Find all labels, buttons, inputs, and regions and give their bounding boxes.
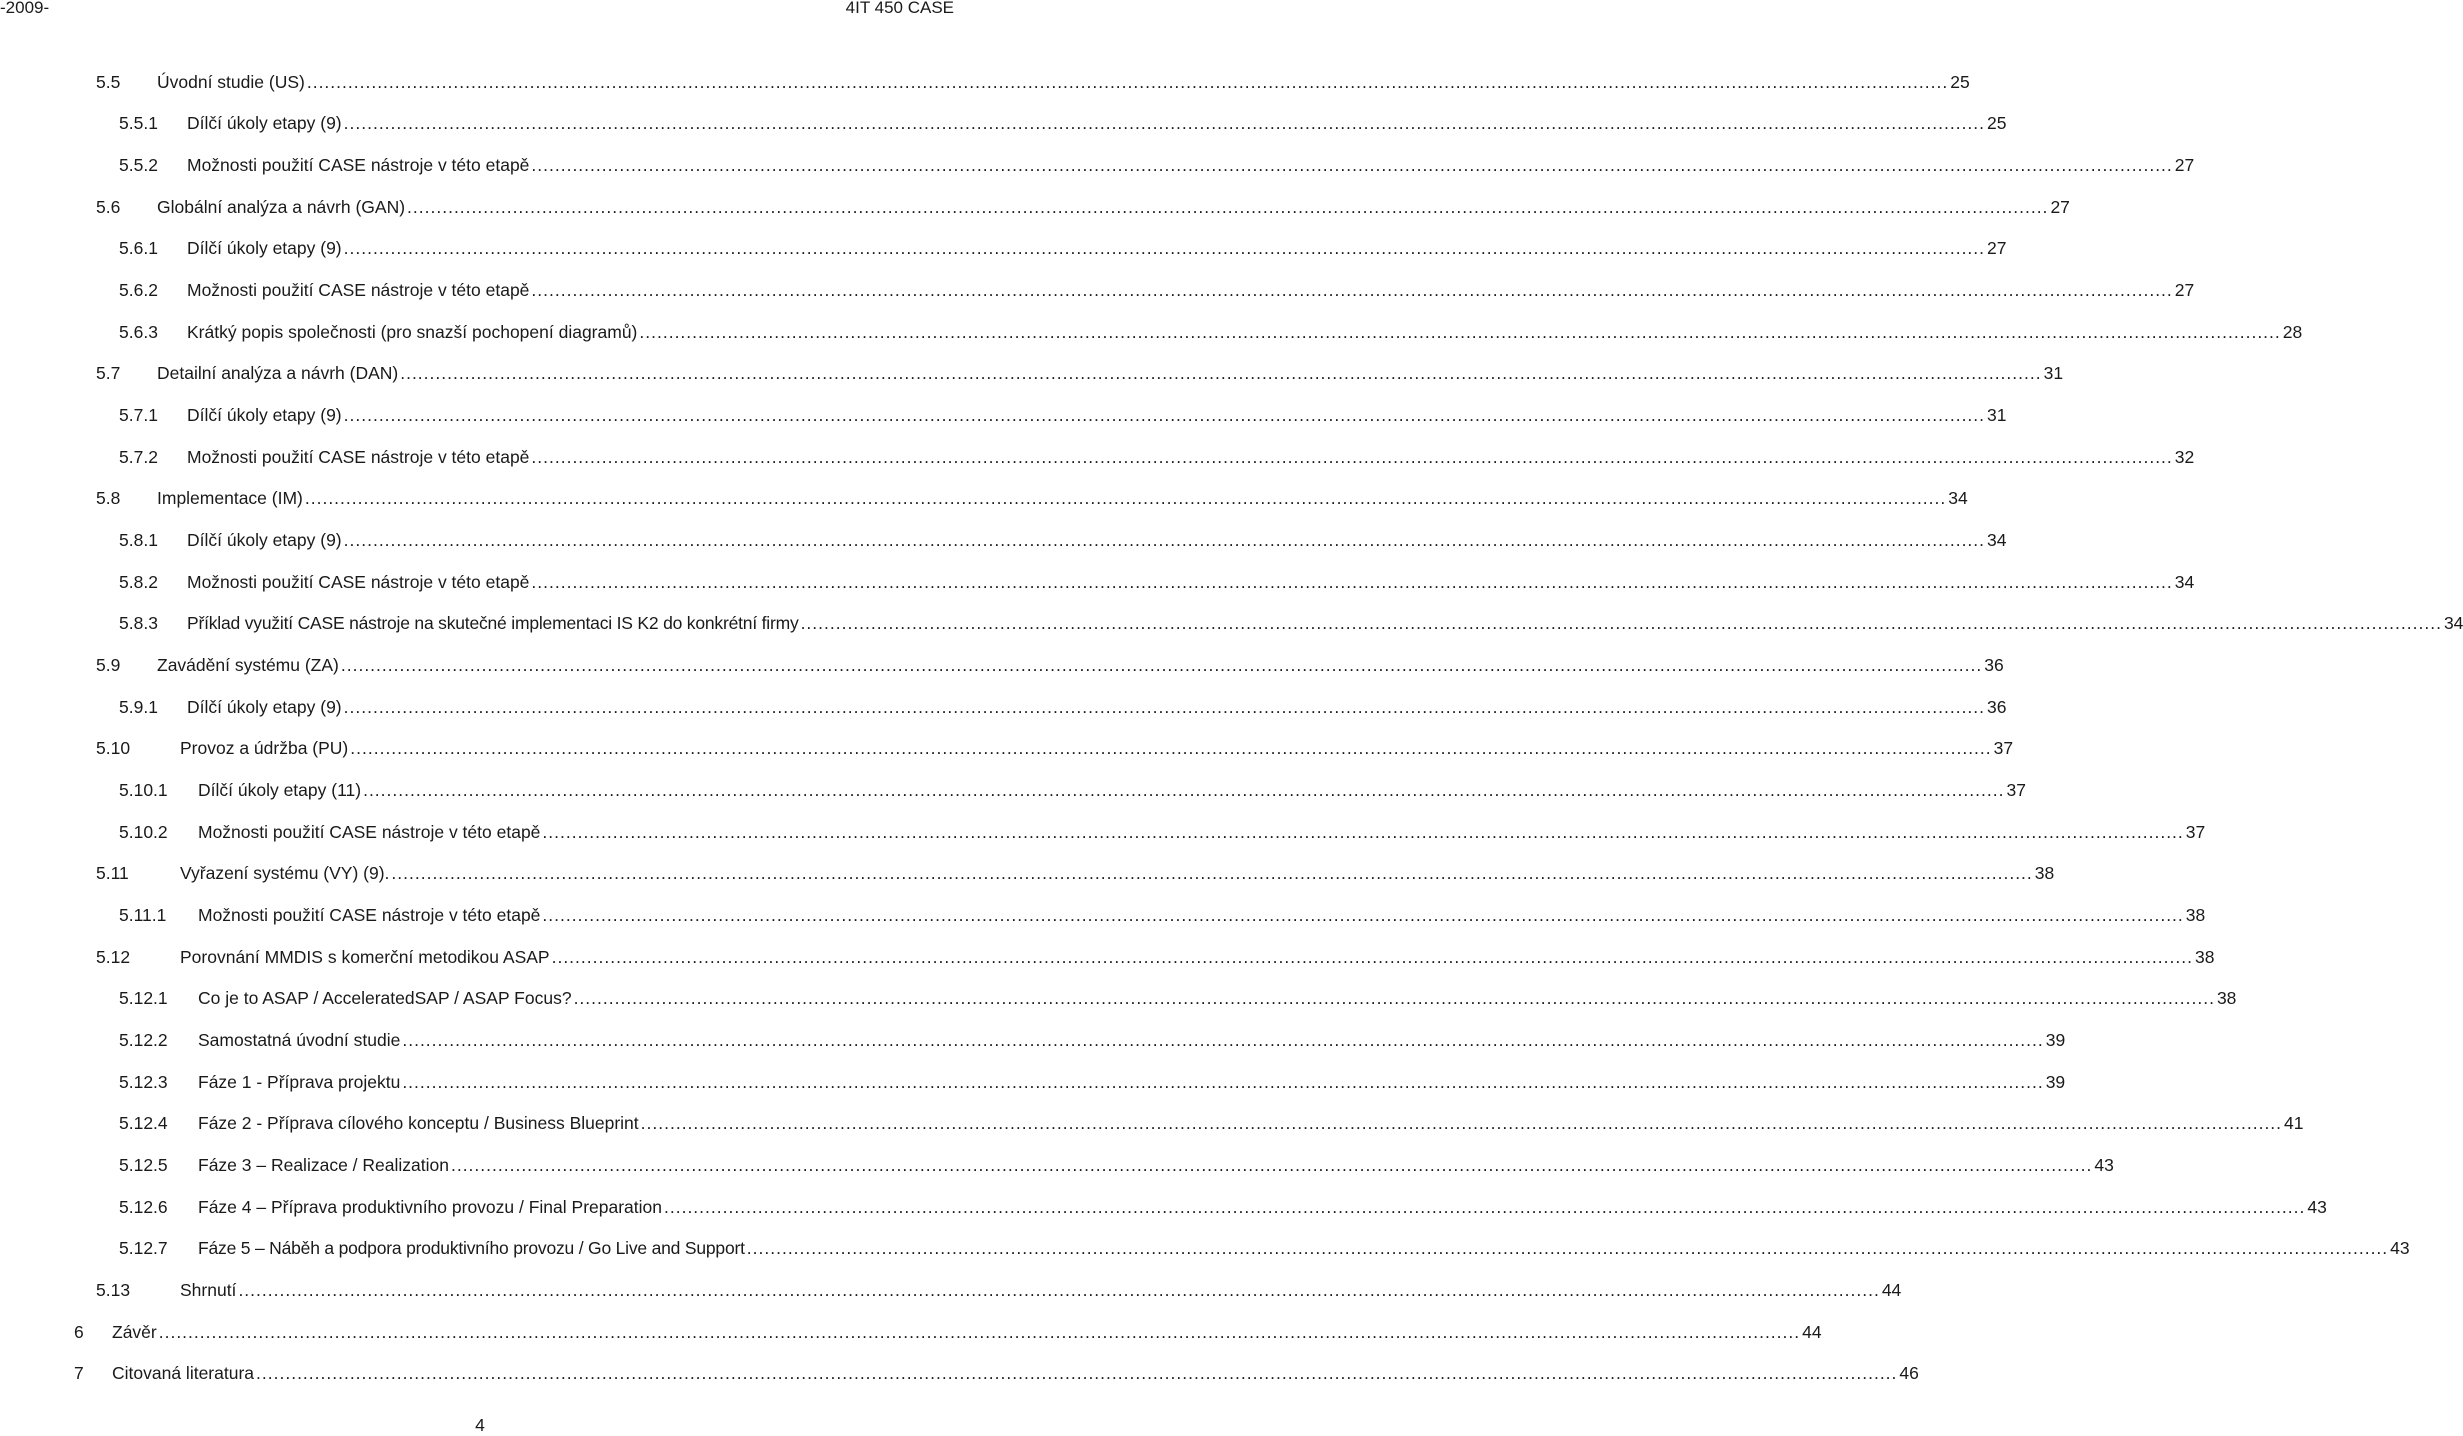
toc-entry-page: 34 <box>1987 530 2007 550</box>
toc-entry[interactable] <box>119 1067 2066 1097</box>
toc-leader-dots <box>531 275 2172 305</box>
toc-entry[interactable] <box>119 317 2303 347</box>
toc-entry-page: 34 <box>1948 488 1968 508</box>
toc-entry-title: Samostatná úvodní studie <box>198 1030 401 1050</box>
toc-entry-number: 5.9.1 <box>119 697 158 717</box>
toc-entry-title: Citovaná literatura <box>112 1363 255 1383</box>
toc-entry[interactable] <box>119 817 2206 847</box>
toc-leader-dots <box>542 817 2183 847</box>
toc-leader-dots <box>344 692 1985 722</box>
header-year: -2009- <box>0 0 50 17</box>
toc-entry-number: 5.5.2 <box>119 155 158 175</box>
toc-leader-dots <box>344 108 1985 138</box>
toc-entry-number: 5.10.1 <box>119 780 168 800</box>
toc-entry-title: Příklad využití CASE nástroje na skutečné implementaci IS K2 do konkrétní firmy <box>187 613 799 633</box>
toc-entry-number: 5.5.1 <box>119 113 158 133</box>
toc-entry-title: Úvodní studie (US) <box>157 72 305 92</box>
toc-entry[interactable] <box>119 983 2237 1013</box>
toc-entry-title: Dílčí úkoly etapy (9) <box>187 238 342 258</box>
toc-entry-page: 38 <box>2034 863 2055 883</box>
toc-entry-number: 5.6.2 <box>119 280 158 300</box>
toc-entry-number: 5.12.4 <box>119 1113 168 1133</box>
toc-entry-number: 5.8.1 <box>119 530 158 550</box>
toc-entry-page: 27 <box>2050 197 2070 217</box>
toc-leader-dots <box>641 1108 2282 1138</box>
toc-entry-number: 5.8.2 <box>119 572 158 592</box>
toc-entry-number: 5.6.1 <box>119 238 158 258</box>
toc-entry-number: 5.10 <box>96 738 131 758</box>
toc-entry-title: Možnosti použití CASE nástroje v této etapě <box>187 447 530 467</box>
toc-entry-title: Fáze 5 – Náběh a podpora produktivního provozu / Go Live and Support <box>198 1238 745 1258</box>
toc-entry[interactable] <box>119 400 2007 430</box>
toc-entry-number: 5.7.1 <box>119 405 158 425</box>
toc-leader-dots <box>639 317 2280 347</box>
toc-entry[interactable] <box>96 358 2064 388</box>
toc-leader-dots <box>159 1317 1800 1347</box>
toc-entry-title: Závěr <box>112 1322 157 1342</box>
toc-entry-title: Dílčí úkoly etapy (11) <box>198 780 362 800</box>
toc-entry-page: 31 <box>1987 405 2007 425</box>
toc-entry-page: 25 <box>1950 72 1970 92</box>
toc-entry[interactable] <box>96 1275 1902 1305</box>
toc-entry-number: 5.11.1 <box>119 905 167 925</box>
toc-entry-title: Dílčí úkoly etapy (9) <box>187 530 342 550</box>
toc-entry-page: 34 <box>2443 613 2463 633</box>
toc-entry-title: Co je to ASAP / AcceleratedSAP / ASAP Focus? <box>198 988 572 1008</box>
toc-entry-number: 5.12.6 <box>119 1197 168 1217</box>
toc-entry[interactable] <box>119 1150 2114 1180</box>
toc-leader-dots <box>341 650 1982 680</box>
toc-entry[interactable] <box>119 567 2195 597</box>
toc-entry-page: 37 <box>2006 780 2026 800</box>
toc-entry-page: 38 <box>2194 947 2215 967</box>
toc-entry[interactable] <box>96 192 2070 222</box>
toc-leader-dots <box>400 358 2041 388</box>
page-header <box>0 0 960 20</box>
toc-entry-number: 5.8.3 <box>119 613 158 633</box>
toc-leader-dots <box>344 233 1985 263</box>
toc-leader-dots <box>256 1358 1897 1388</box>
toc-entry-title: Možnosti použití CASE nástroje v této etapě <box>198 905 541 925</box>
toc-entry-title: Globální analýza a návrh (GAN) <box>157 197 406 217</box>
toc-leader-dots <box>552 942 2193 972</box>
toc-entry-page: 36 <box>1987 697 2007 717</box>
toc-entry-number: 5.7 <box>96 363 121 383</box>
toc-entry[interactable] <box>119 1233 2410 1263</box>
toc-leader-dots <box>451 1150 2092 1180</box>
toc-entry-page: 37 <box>1993 738 2014 758</box>
toc-entry[interactable] <box>119 900 2206 930</box>
toc-entry[interactable] <box>96 67 1970 97</box>
toc-entry[interactable] <box>119 525 2007 555</box>
toc-entry-page: 27 <box>1987 238 2007 258</box>
toc-entry-title: Dílčí úkoly etapy (9) <box>187 697 342 717</box>
toc-entry-number: 5.9 <box>96 655 121 675</box>
toc-entry-number: 5.5 <box>96 72 121 92</box>
toc-entry-page: 37 <box>2185 822 2206 842</box>
toc-entry-page: 27 <box>2174 155 2195 175</box>
toc-entry[interactable] <box>119 233 2007 263</box>
toc-entry[interactable] <box>119 1108 2304 1138</box>
toc-leader-dots <box>542 900 2183 930</box>
header-course: 4IT 450 CASE <box>845 0 954 17</box>
toc-leader-dots <box>402 1025 2043 1055</box>
toc-leader-dots <box>402 1067 2043 1097</box>
toc-entry[interactable] <box>119 775 2026 805</box>
toc-entry-number: 5.11 <box>96 863 129 883</box>
toc-entry[interactable] <box>74 1358 1919 1388</box>
toc-entry-title: Shrnutí <box>180 1280 237 1300</box>
toc-entry-page: 36 <box>1984 655 2004 675</box>
toc-entry-number: 7 <box>74 1363 84 1383</box>
toc-entry[interactable] <box>96 650 2004 680</box>
toc-leader-dots <box>531 150 2172 180</box>
toc-entry[interactable] <box>119 1192 2327 1222</box>
toc-entry-title: Fáze 4 – Příprava produktivního provozu / Final Preparation <box>198 1197 662 1217</box>
toc-entry-title: Dílčí úkoly etapy (9) <box>187 113 342 133</box>
toc-leader-dots <box>801 608 2442 638</box>
page-number: 4 <box>475 1415 485 1435</box>
toc-entry-title: Vyřazení systému (VY) (9). <box>180 863 390 883</box>
toc-entry-page: 43 <box>2307 1197 2327 1217</box>
toc-entry-number: 5.10.2 <box>119 822 168 842</box>
toc-entry-page: 28 <box>2282 322 2303 342</box>
toc-entry-page: 31 <box>2043 363 2064 383</box>
toc-leader-dots <box>363 775 2004 805</box>
toc-entry[interactable] <box>119 692 2007 722</box>
toc-entry-number: 5.12.1 <box>119 988 168 1008</box>
toc-entry-page: 32 <box>2174 447 2195 467</box>
toc-entry-number: 5.12 <box>96 947 131 967</box>
toc-entry-page: 39 <box>2045 1072 2066 1092</box>
toc-leader-dots <box>747 1233 2388 1263</box>
toc-entry-number: 5.8 <box>96 488 121 508</box>
toc-entry[interactable] <box>119 275 2195 305</box>
toc-entry[interactable] <box>96 942 2215 972</box>
toc-entry-page: 46 <box>1899 1363 1919 1383</box>
toc-entry[interactable] <box>119 150 2195 180</box>
toc-leader-dots <box>305 483 1946 513</box>
toc-entry-title: Zavádění systému (ZA) <box>157 655 339 675</box>
toc-entry-number: 5.12.3 <box>119 1072 168 1092</box>
toc-entry-title: Detailní analýza a návrh (DAN) <box>157 363 399 383</box>
toc-entry-page: 43 <box>2094 1155 2114 1175</box>
toc-entry-page: 38 <box>2216 988 2237 1008</box>
toc-entry-number: 5.6 <box>96 197 121 217</box>
toc-leader-dots <box>344 525 1985 555</box>
toc-entry-title: Provoz a údržba (PU) <box>180 738 349 758</box>
toc-entry[interactable] <box>96 483 1968 513</box>
toc-entry-title: Možnosti použití CASE nástroje v této etapě <box>187 155 530 175</box>
toc-entry-title: Dílčí úkoly etapy (9) <box>187 405 342 425</box>
toc-entry-number: 5.12.7 <box>119 1238 168 1258</box>
toc-entry[interactable] <box>119 442 2195 472</box>
toc-entry-page: 44 <box>1881 1280 1902 1300</box>
toc-leader-dots <box>350 733 1991 763</box>
toc-entry-number: 5.12.2 <box>119 1030 168 1050</box>
toc-entry-number: 6 <box>74 1322 84 1342</box>
toc-entry-title: Možnosti použití CASE nástroje v této etapě <box>198 822 541 842</box>
toc-entry-number: 5.12.5 <box>119 1155 168 1175</box>
toc-entry-page: 39 <box>2045 1030 2066 1050</box>
toc-entry-page: 44 <box>1802 1322 1822 1342</box>
toc-entry-page: 38 <box>2185 905 2206 925</box>
toc-leader-dots <box>307 67 1948 97</box>
toc-entry-number: 5.6.3 <box>119 322 158 342</box>
toc-entry-page: 41 <box>2284 1113 2304 1133</box>
toc-entry[interactable] <box>96 733 2014 763</box>
toc-entry-title: Fáze 1 - Příprava projektu <box>198 1072 401 1092</box>
toc-entry-title: Možnosti použití CASE nástroje v této etapě <box>187 280 530 300</box>
toc-leader-dots <box>574 983 2215 1013</box>
toc-entry-title: Krátký popis společnosti (pro snazší pochopení diagramů) <box>187 322 638 342</box>
toc-leader-dots <box>344 400 1985 430</box>
toc-entry[interactable] <box>119 1025 2066 1055</box>
toc-leader-dots <box>238 1275 1879 1305</box>
toc-entry-title: Možnosti použití CASE nástroje v této etapě <box>187 572 530 592</box>
toc-entry-number: 5.7.2 <box>119 447 158 467</box>
toc-entry-title: Implementace (IM) <box>157 488 303 508</box>
toc-entry-page: 25 <box>1987 113 2007 133</box>
toc-entry[interactable] <box>96 858 2055 888</box>
toc-entry[interactable] <box>119 608 2463 638</box>
toc-entry-page: 34 <box>2174 572 2195 592</box>
toc-entry-title: Fáze 2 - Příprava cílového konceptu / Business Blueprint <box>198 1113 639 1133</box>
toc-entry[interactable] <box>119 108 2007 138</box>
toc-entry-number: 5.13 <box>96 1280 131 1300</box>
toc-leader-dots <box>407 192 2048 222</box>
toc-entry-page: 43 <box>2390 1238 2410 1258</box>
toc-leader-dots <box>531 442 2172 472</box>
toc-entry[interactable] <box>74 1317 1822 1347</box>
toc-entry-title: Fáze 3 – Realizace / Realization <box>198 1155 449 1175</box>
toc-leader-dots <box>664 1192 2305 1222</box>
toc-leader-dots <box>531 567 2172 597</box>
toc-entry-title: Porovnání MMDIS s komerční metodikou ASAP <box>180 947 550 967</box>
toc-leader-dots <box>391 858 2032 888</box>
toc-entry-page: 27 <box>2174 280 2195 300</box>
